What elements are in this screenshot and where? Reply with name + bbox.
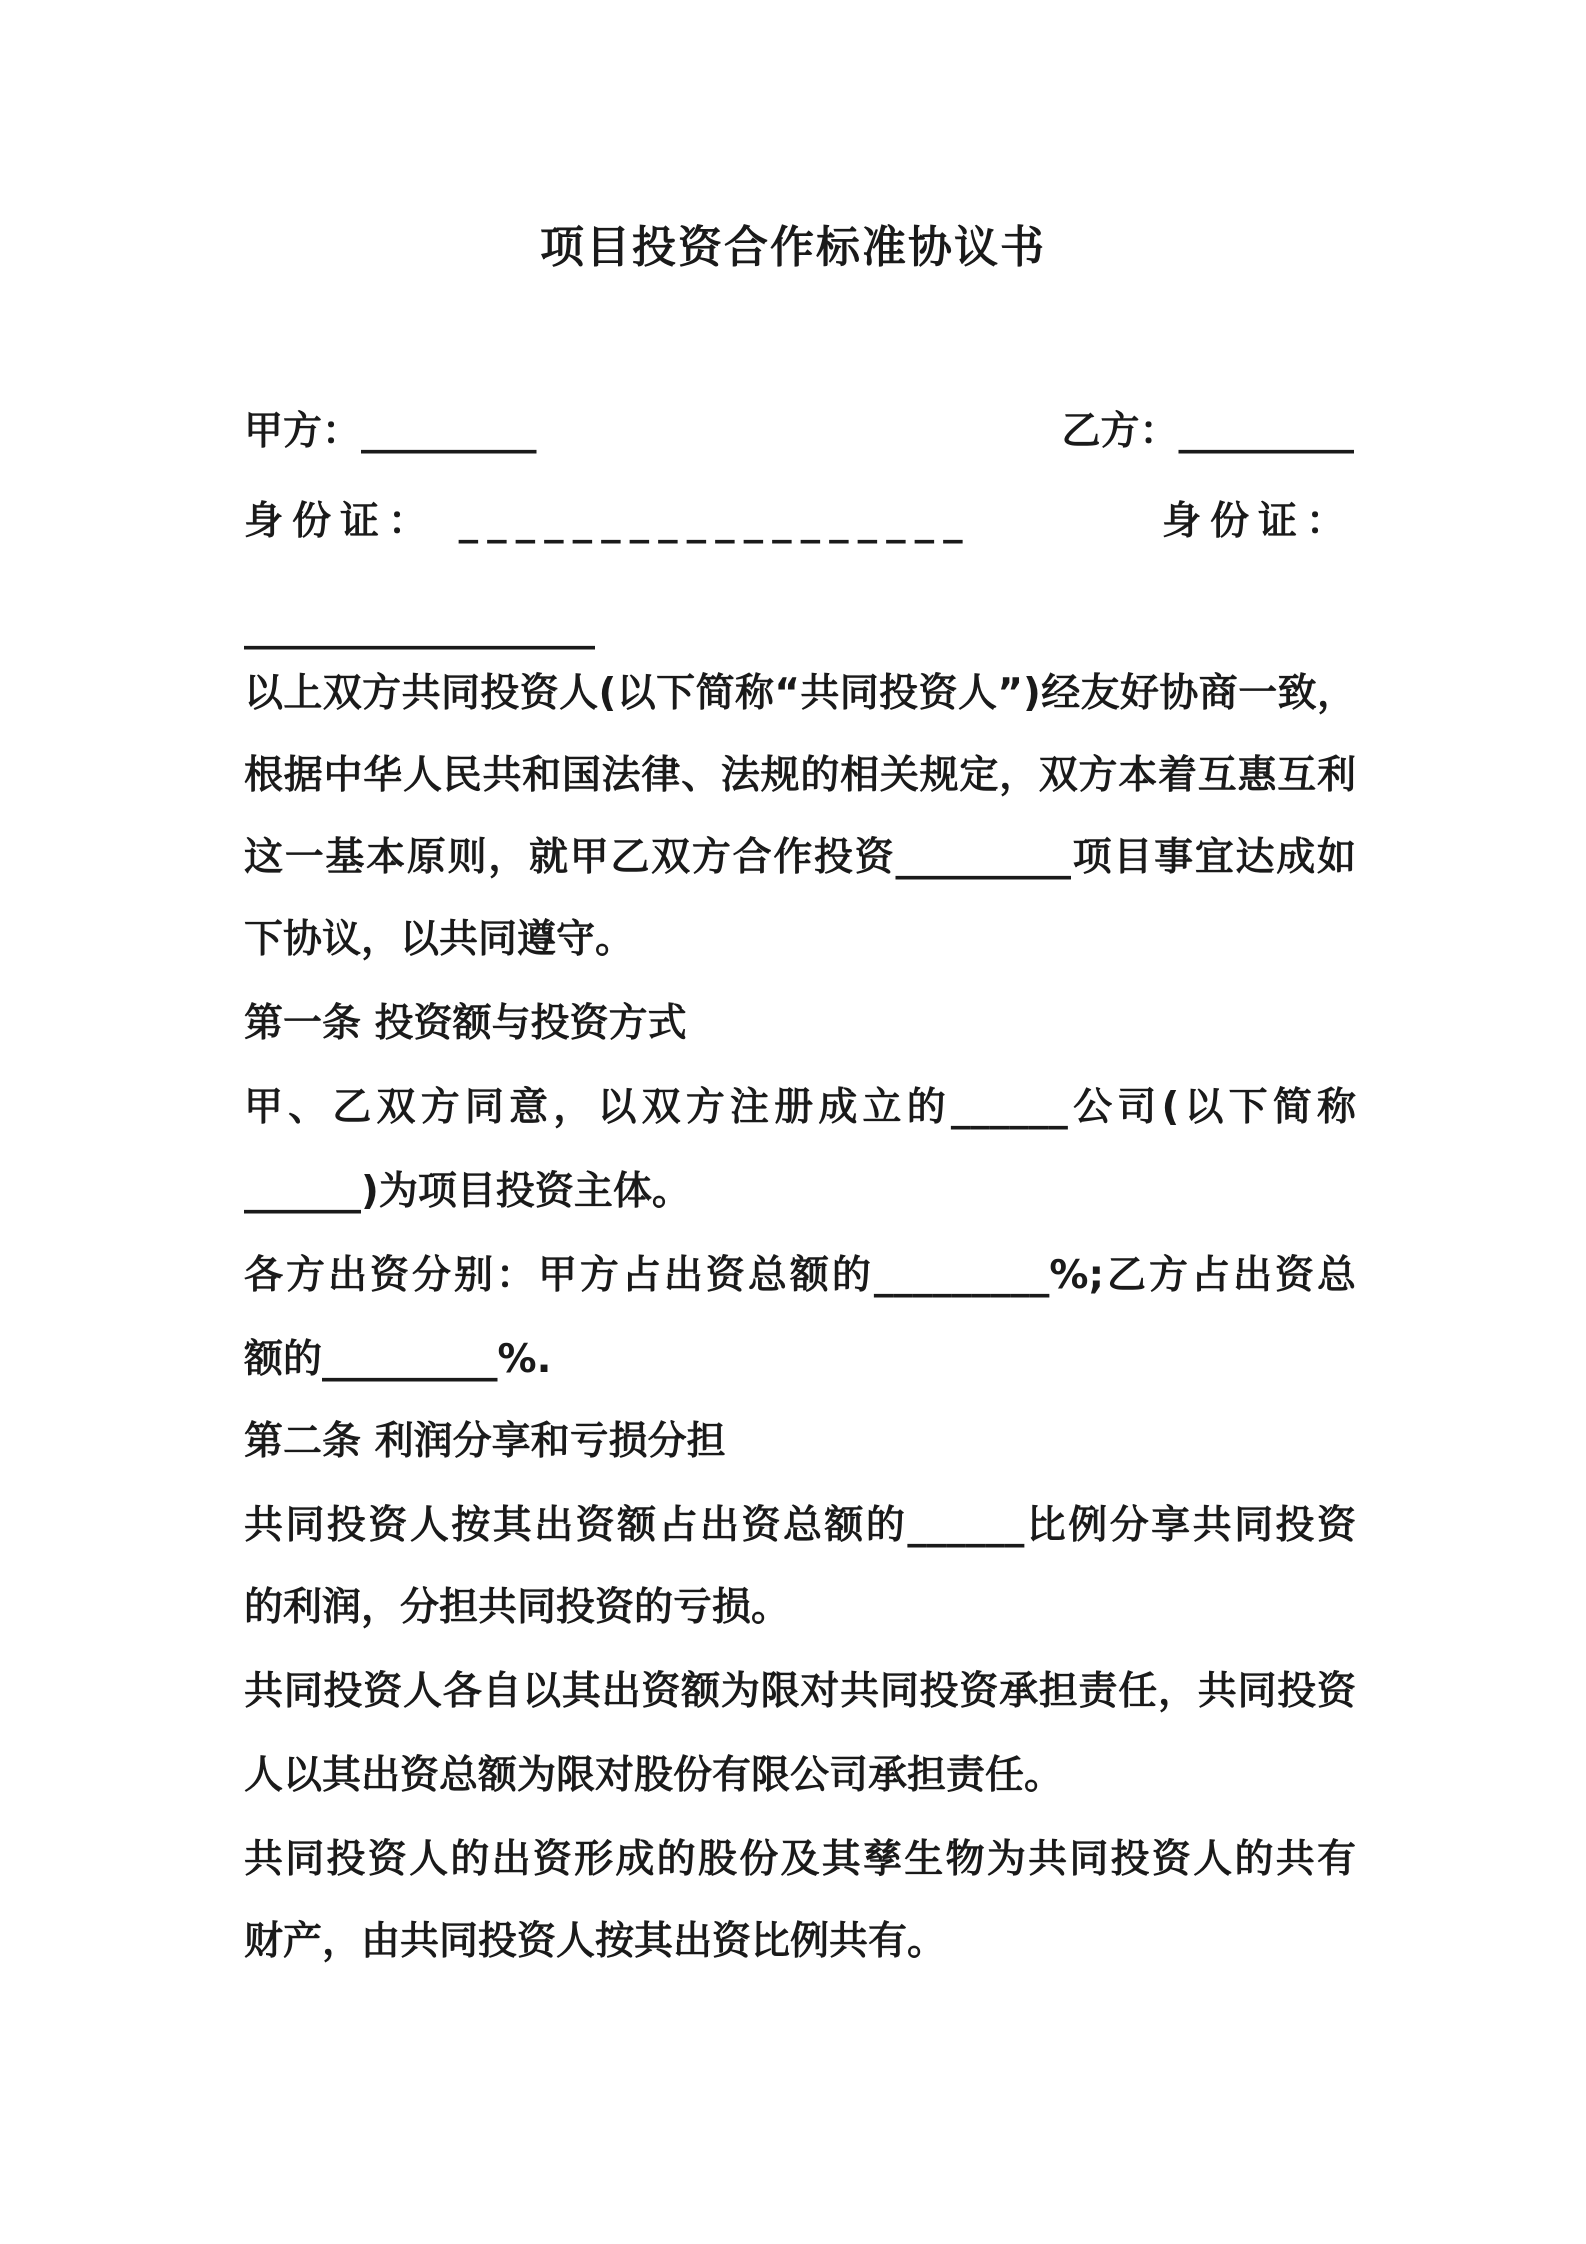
paragraph-line: ______)为项目投资主体。 [244,1169,691,1214]
paragraph-line: 下协议，以共同遵守。 [244,917,635,962]
party-a-id-field: 身份证： __________________ [244,499,972,544]
paragraph-line: 额的_________%. [244,1337,552,1382]
paragraph-line: 共同投资人各自以其出资额为限对共同投资承担责任，共同投资 [244,1669,1356,1714]
party-b-id-label: 身份证： [1161,499,1354,544]
paragraph-line: 各方出资分别：甲方占出资总额的_________%;乙方占出资总 [244,1253,1356,1298]
paragraph-line: 这一基本原则，就甲乙双方合作投资_________项目事宜达成如 [244,835,1356,880]
paragraph-line: 以上双方共同投资人(以下简称“共同投资人”)经友好协商一致， [244,671,1356,716]
article-heading: 第二条 利润分享和亏损分担 [244,1419,726,1464]
document-title: 项目投资合作标准协议书 [540,222,1046,273]
party-b-id-blank: __________________ [244,605,595,650]
paragraph-line: 共同投资人的出资形成的股份及其孳生物为共同投资人的共有 [244,1837,1356,1882]
paragraph-line: 甲、乙双方同意，以双方注册成立的______公司(以下简称 [244,1085,1356,1130]
paragraph-line: 人以其出资总额为限对股份有限公司承担责任。 [244,1753,1064,1798]
article-heading: 第一条 投资额与投资方式 [244,1001,687,1046]
paragraph-line: 共同投资人按其出资额占出资总额的______比例分享共同投资 [244,1503,1356,1548]
paragraph-line: 的利润，分担共同投资的亏损。 [244,1585,791,1630]
party-a-field: 甲方：_________ [244,409,537,454]
paragraph-line: 财产，由共同投资人按其出资比例共有。 [244,1919,947,1964]
paragraph-line: 根据中华人民共和国法律、法规的相关规定，双方本着互惠互利 [244,753,1356,798]
party-b-field: 乙方：_________ [1061,409,1354,454]
